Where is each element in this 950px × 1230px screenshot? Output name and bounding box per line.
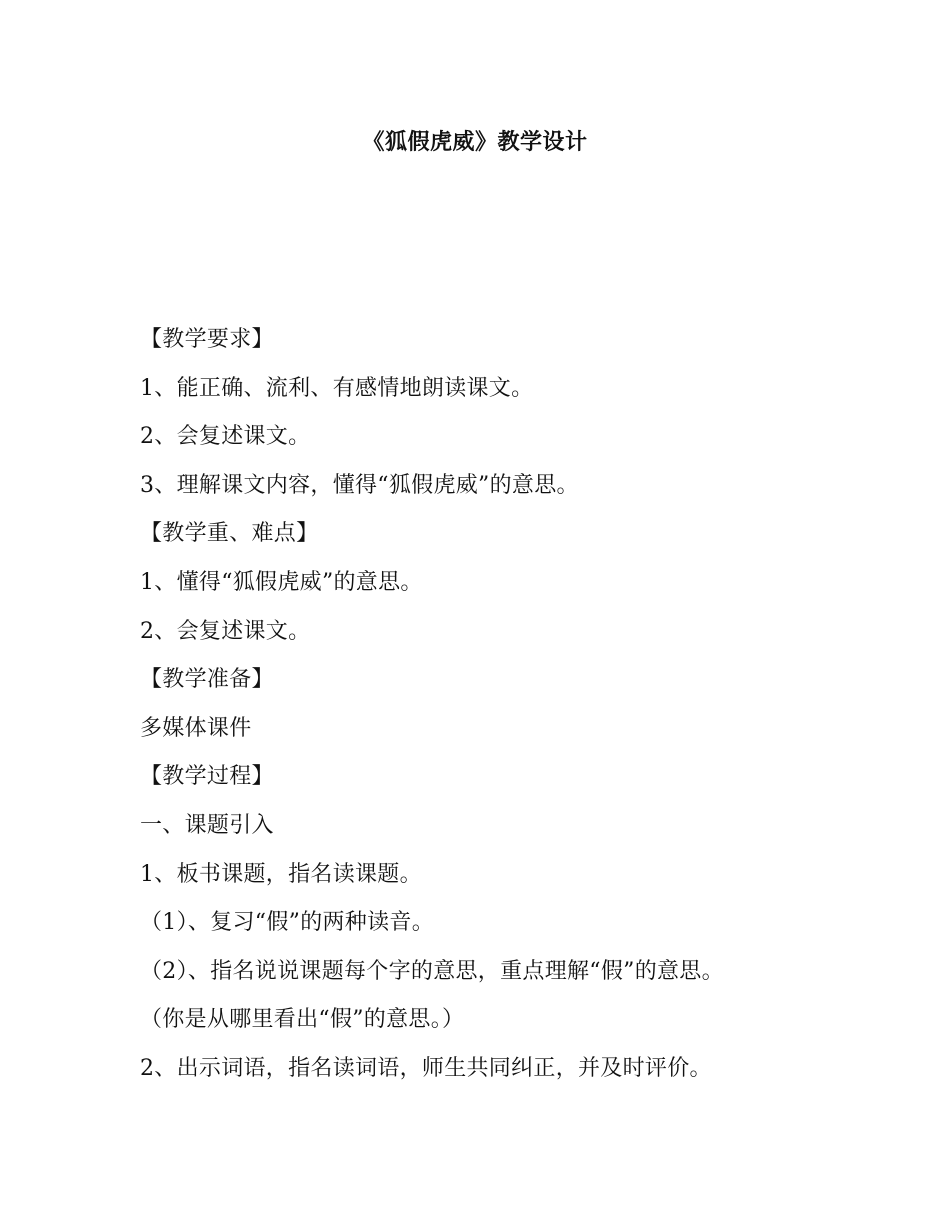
- paragraph-line: 1、懂得“狐假虎威”的意思。: [140, 569, 423, 595]
- paragraph-line: （你是从哪里看出“假”的意思。）: [140, 1007, 465, 1033]
- paragraph-line: 2、出示词语，指名读词语，师生共同纠正，并及时评价。: [140, 1055, 712, 1081]
- section-heading-requirements: 【教学要求】: [140, 327, 274, 352]
- paragraph-line: 3、理解课文内容，懂得“狐假虎威”的意思。: [140, 472, 579, 498]
- paragraph-line: （1）、复习“假”的两种读音。: [140, 910, 434, 936]
- document-body: [140, 316, 860, 1094]
- paragraph-line: （2）、指名说说课题每个字的意思，重点理解“假”的意思。: [140, 958, 724, 984]
- section-heading-key-points: 【教学重、难点】: [140, 521, 319, 547]
- paragraph-line: 2、会复述课文。: [140, 424, 311, 450]
- paragraph-line: 1、能正确、流利、有感情地朗读课文。: [140, 375, 534, 401]
- section-heading-process: 【教学过程】: [140, 764, 274, 790]
- paragraph-line: 1、板书课题，指名读课题。: [140, 861, 422, 887]
- paragraph-line: 一、课题引入: [140, 812, 274, 838]
- section-heading-preparation: 【教学准备】: [140, 667, 274, 693]
- paragraph-line: 2、会复述课文。: [140, 618, 311, 644]
- paragraph-line: 多媒体课件: [140, 715, 252, 741]
- document-title: 《狐假虎威》教学设计: [362, 130, 588, 155]
